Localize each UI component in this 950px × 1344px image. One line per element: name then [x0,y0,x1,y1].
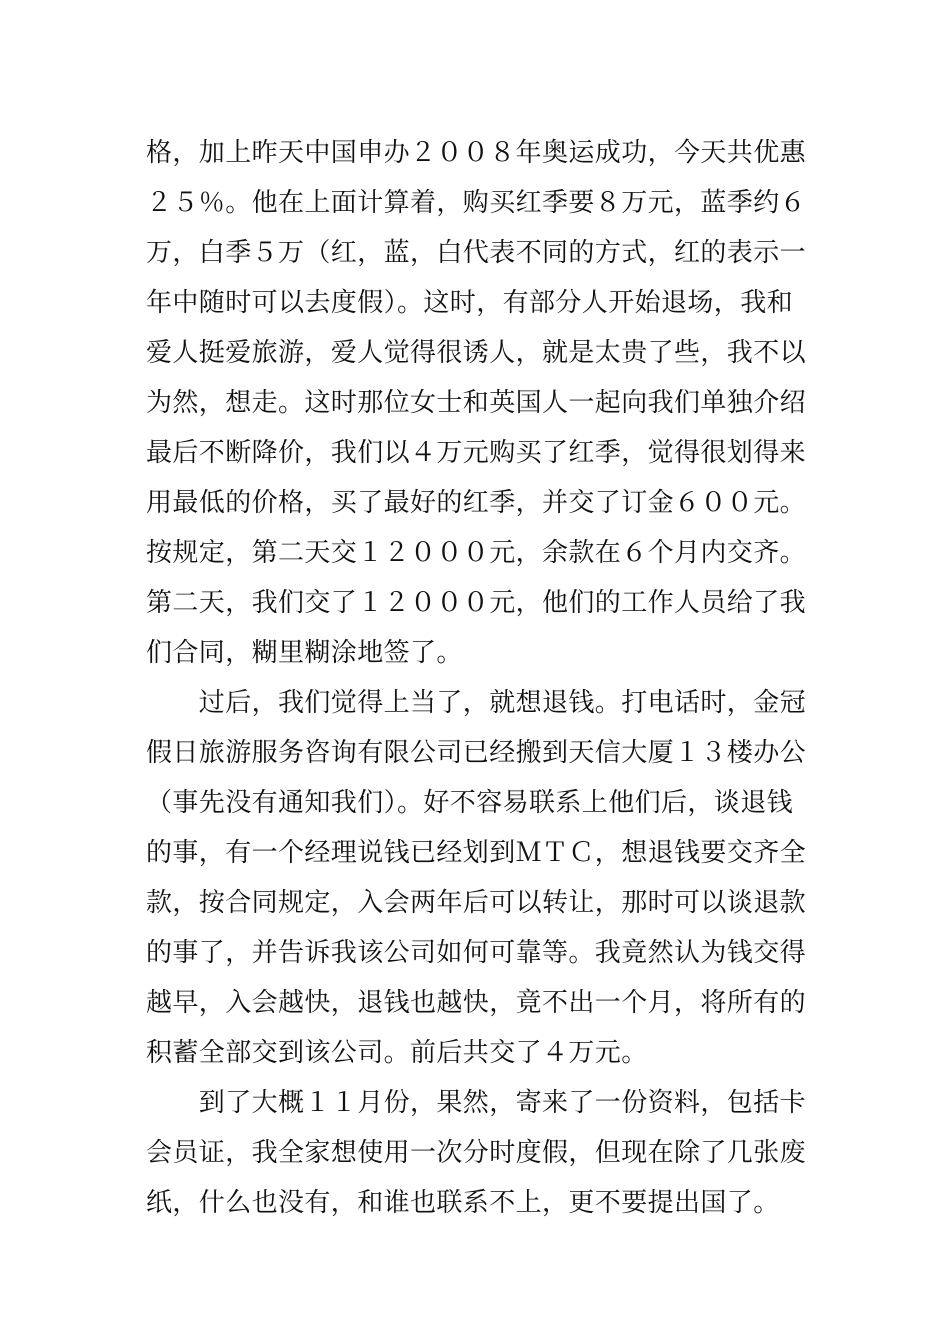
text-line: 第二天，我们交了１２０００元，他们的工作人员给了我 [146,588,807,618]
text-line: 假日旅游服务咨询有限公司已经搬到天信大厦１３楼办公 [146,738,807,768]
text-line: 款，按合同规定，入会两年后可以转让，那时可以谈退款 [146,888,807,918]
text-line: 到了大概１１月份，果然，寄来了一份资料，包括卡 [146,1088,807,1118]
text-line: 爱人挺爱旅游，爱人觉得很诱人，就是太贵了些，我不以 [146,338,807,368]
text-line: 会员证，我全家想使用一次分时度假，但现在除了几张废 [146,1138,807,1168]
text-line: （事先没有通知我们）。好不容易联系上他们后，谈退钱 [146,788,794,818]
text-line: 最后不断降价，我们以４万元购买了红季，觉得很划得来 [146,438,807,468]
text-line: ２５％。他在上面计算着，购买红季要８万元，蓝季约６ [146,188,807,218]
body-text [146,128,816,1228]
text-line: 越早，入会越快，退钱也越快，竟不出一个月，将所有的 [146,988,807,1018]
text-line: 为然，想走。这时那位女士和英国人一起向我们单独介绍 [146,388,807,418]
text-line: 用最低的价格，买了最好的红季，并交了订金６００元。 [146,488,807,518]
text-line: 的事了，并告诉我该公司如何可靠等。我竟然认为钱交得 [146,938,807,968]
text-line: 们合同，糊里糊涂地签了。 [146,638,463,668]
text-line: 纸，什么也没有，和谁也联系不上，更不要提出国了。 [146,1188,780,1218]
text-line: 年中随时可以去度假）。这时，有部分人开始退场，我和 [146,288,794,318]
text-line: 按规定，第二天交１２０００元，余款在６个月内交齐。 [146,538,807,568]
text-line: 积蓄全部交到该公司。前后共交了４万元。 [146,1038,648,1068]
text-line: 的事，有一个经理说钱已经划到ＭＴＣ，想退钱要交齐全 [146,838,807,868]
text-line: 过后，我们觉得上当了，就想退钱。打电话时，金冠 [146,688,807,718]
text-line: 万，白季５万（红，蓝，白代表不同的方式，红的表示一 [146,238,807,268]
text-line: 格，加上昨天中国申办２００８年奥运成功，今天共优惠 [146,138,807,168]
